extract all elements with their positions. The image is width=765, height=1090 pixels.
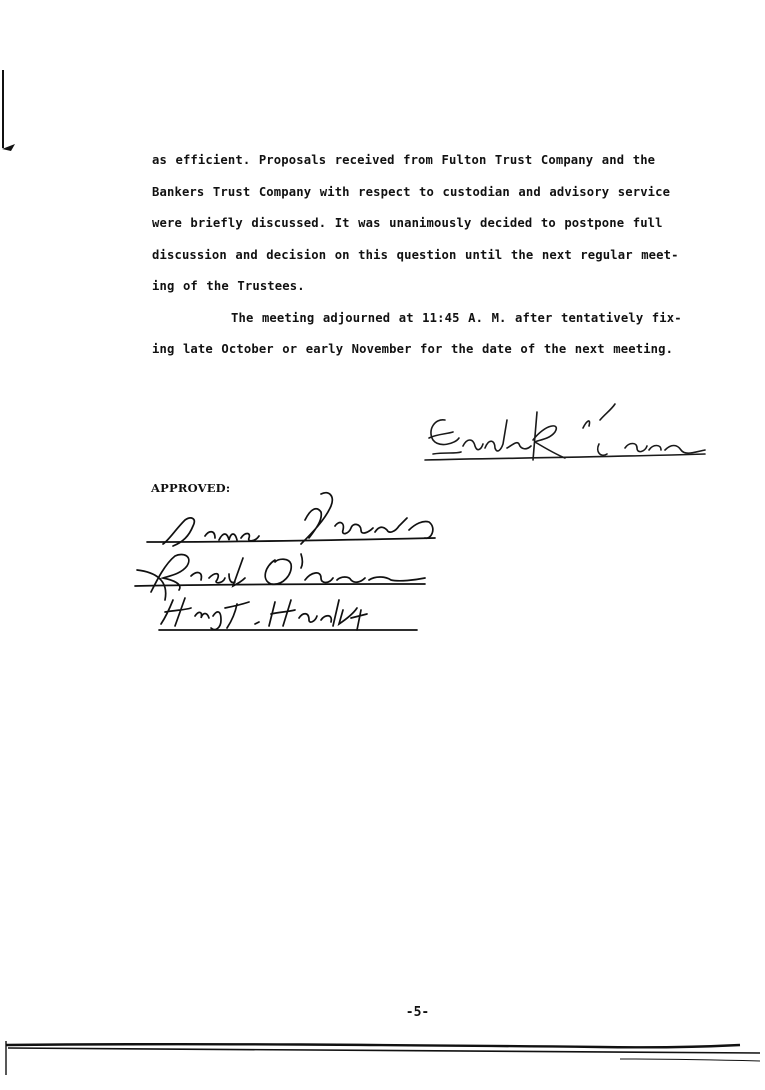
page-number: -5-: [405, 1005, 430, 1020]
text-line: The meeting adjourned at 11:45 A. M. after tentatively fix-: [231, 310, 682, 325]
paragraph-adjournment: [152, 303, 697, 366]
text-line: discussion and decision on this question until the next regular meet-: [152, 247, 679, 262]
text-line: as efficient. Proposals received from Fulton Trust Company and the: [152, 153, 656, 167]
bottom-scan-edge: [0, 1035, 765, 1075]
text-line: Bankers Trust Company with respect to custodian and advisory service: [152, 184, 671, 199]
margin-tick-mark: [2, 144, 16, 152]
page-edge-mark: [2, 70, 4, 148]
secretary-signature: [415, 400, 715, 470]
trustee-signatures: [125, 480, 455, 640]
text-line: ing of the Trustees.: [152, 279, 305, 293]
paragraph-continuation: [152, 145, 697, 303]
text-line: ing late October or early November for the date of the next meeting.: [152, 342, 674, 356]
text-line: were briefly discussed. It was unanimously decided to postpone full: [152, 216, 663, 230]
meeting-minutes-text: [152, 145, 697, 366]
approved-label: APPROVED:: [151, 481, 231, 495]
